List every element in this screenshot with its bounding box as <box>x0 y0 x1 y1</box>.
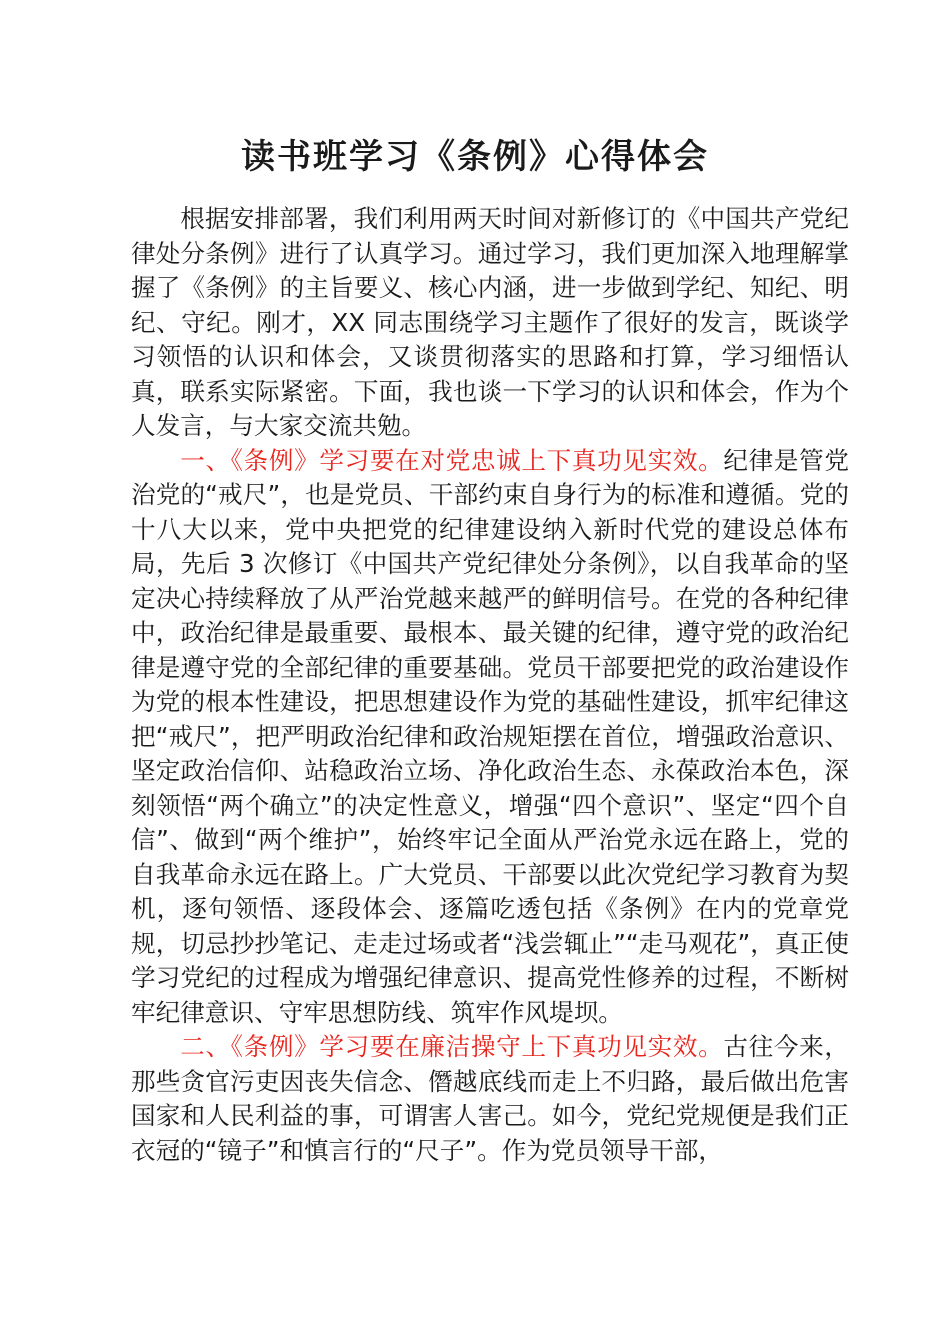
section-1-heading: 一、《条例》学习要在对党忠诚上下真功见实效。 <box>180 445 724 475</box>
paragraph-section-1 <box>131 444 849 1031</box>
document-title: 读书班学习《条例》心得体会 <box>241 137 709 177</box>
section-2-heading: 二、《条例》学习要在廉洁操守上下真功见实效。 <box>180 1032 724 1061</box>
section-2-text: 古往今来，那些贪官污吏因丧失信念、僭越底线而走上不归路，最后做出危害国家和人民利益的事，可谓害人害己。如今，党纪党规便是我们正衣冠的“镜子”和慎言行的“尺子”。作为党员领导干部， <box>131 1032 849 1165</box>
paragraph-intro <box>131 202 849 444</box>
section-1-text: 纪律是管党治党的“戒尺”，也是党员、干部约束自身行为的标准和遵循。党的十八大以来，党中央把党的纪律建设纳入新时代党的建设总体布局，先后 3 次修订《中国共产党纪律处分条例》，以自我革命的坚定决心持续释放了从严治党越来越严的鲜明信号。在党的各种纪律中，政治纪律是最重要、最根本、最关键的纪律，遵守党的政治纪律是遵守党的全部纪律的重要基础。党员干部要把党的政治建设作为党的根本性建设，把思想建设作为党的基础性建设，抓牢纪律这把“戒尺”，把严明政治纪律和政治规矩摆在首位，增强政治意识、坚定政治信仰、站稳政治立场、净化政治生态、永葆政治本色，深刻领悟“两个确立”的决定性意义，增强“四个意识”、坚定“四个自信”、做到“两个维护”，始终牢记全面从严治党永远在路上，党的自我革命永远在路上。广大党员、干部要以此次党纪学习教育为契机，逐句领悟、逐段体会、逐篇吃透包括《条例》在内的党章党规，切忌抄抄笔记、走走过场或者“浅尝辄止”“走马观花”，真正使学习党纪的过程成为增强纪律意识、提高党性修养的过程，不断树牢纪律意识、守牢思想防线、筑牢作风堤坝。 <box>131 445 849 1027</box>
document-body <box>131 202 849 1168</box>
paragraph-section-2 <box>131 1030 849 1168</box>
paragraph-intro-text: 根据安排部署，我们利用两天时间对新修订的《中国共产党纪律处分条例》进行了认真学习。通过学习，我们更加深入地理解掌握了《条例》的主旨要义、核心内涵，进一步做到学纪、知纪、明纪、守纪。刚才，XX 同志围绕学习主题作了很好的发言，既谈学习领悟的认识和体会，又谈贯彻落实的思路和打算，学习细悟认真，联系实际紧密。下面，我也谈一下学习的认识和体会，作为个人发言，与大家交流共勉。 <box>131 204 849 440</box>
